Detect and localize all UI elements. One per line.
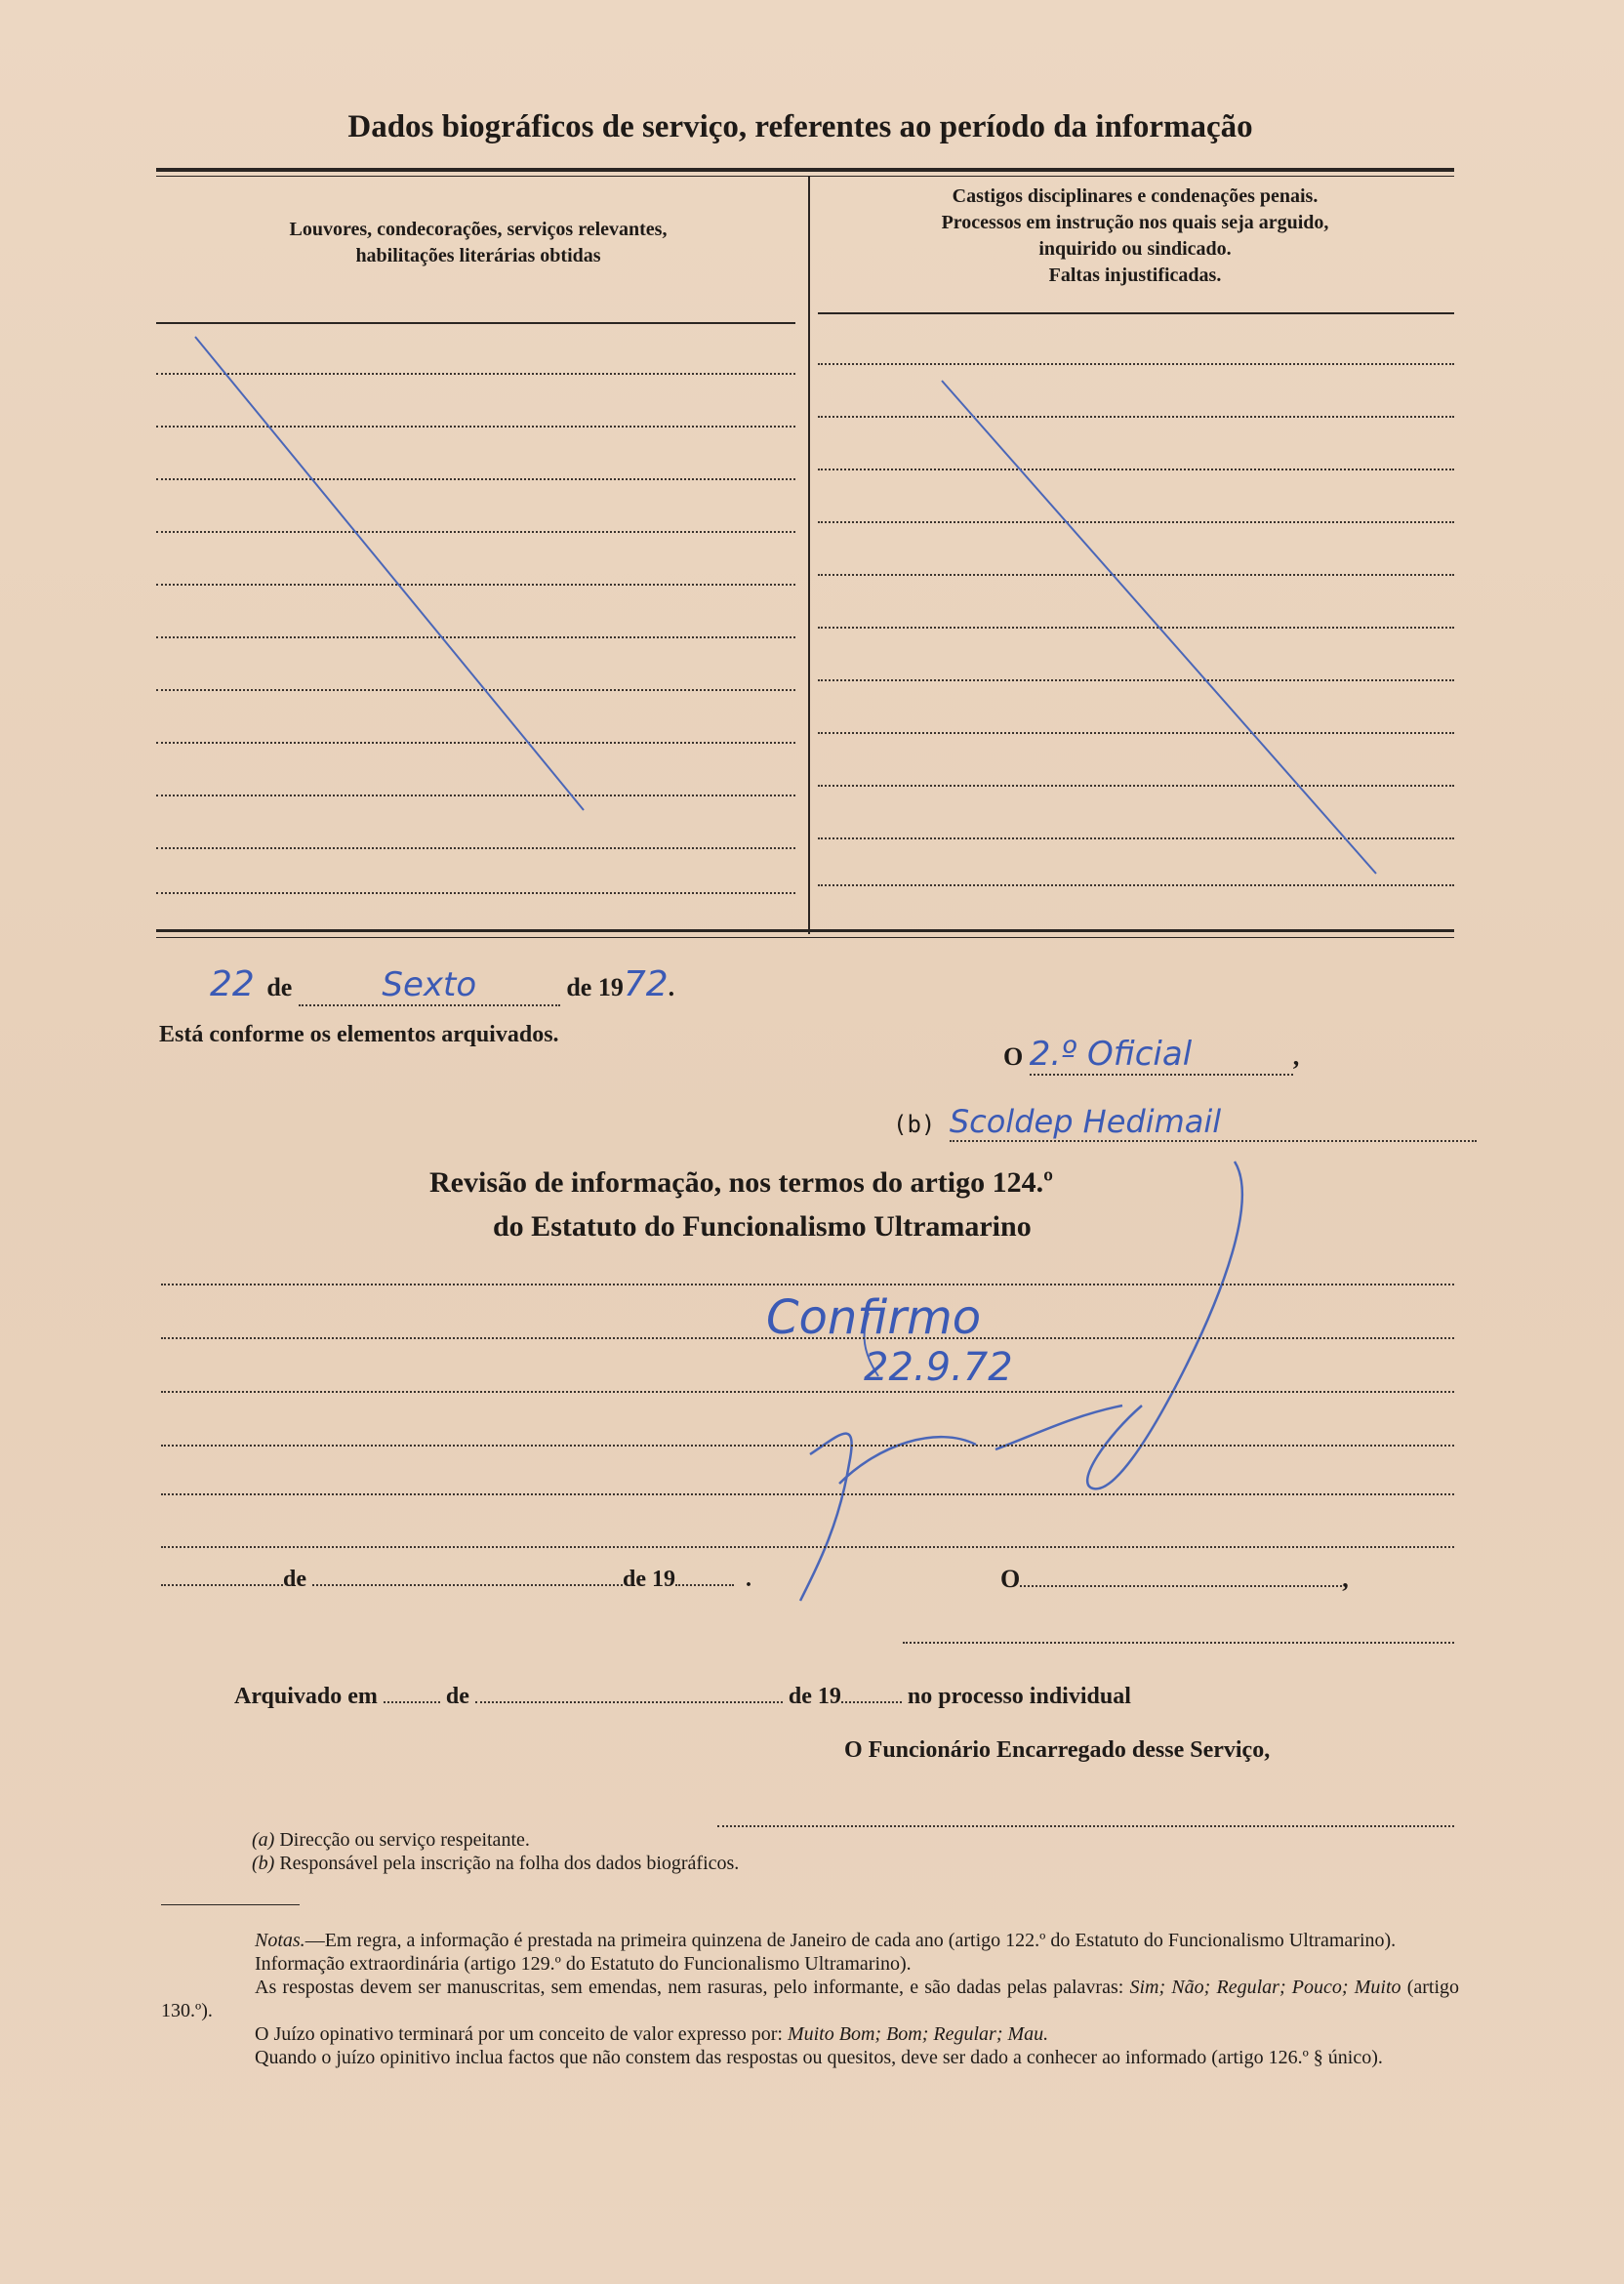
note-1-text: —Em regra, a informação é prestada na primeira quinzena de Janeiro de cada ano (artigo 122.º do Estatuto do Funcionalismo Ultramarino). bbox=[304, 1930, 1397, 1951]
footnote-b bbox=[252, 1852, 739, 1875]
note-2: Informação extraordinária (artigo 129.º do Estatuto do Funcionalismo Ultramarino). bbox=[255, 1953, 912, 1975]
funcionario-encarregado: O Funcionário Encarregado desse Serviço, bbox=[844, 1737, 1271, 1763]
revisao-line-1: Revisão de informação, nos termos do artigo 124.º bbox=[429, 1166, 1053, 1199]
date-period: . bbox=[668, 973, 675, 1001]
note-1 bbox=[161, 1929, 1459, 1952]
official-title: 2.º Oficial bbox=[1030, 1035, 1293, 1076]
official-title-line bbox=[1003, 1035, 1299, 1076]
official-comma: , bbox=[1292, 1042, 1300, 1071]
second-date-line bbox=[161, 1567, 751, 1593]
second-official-prefix: O bbox=[1000, 1565, 1021, 1593]
left-header-line-1: Louvores, condecorações, serviços relevantes, bbox=[289, 219, 668, 240]
notes-label: Notas. bbox=[255, 1930, 305, 1951]
note-3-words: Sim; Não; Regular; Pouco; Muito bbox=[1129, 1977, 1401, 1998]
second-signature-blank bbox=[903, 1642, 1454, 1644]
second-date-de-1: de bbox=[283, 1567, 306, 1592]
left-crossout-stroke bbox=[195, 337, 584, 810]
second-official-comma: , bbox=[1342, 1565, 1349, 1593]
footnote-a-text: Direcção ou serviço respeitante. bbox=[279, 1829, 530, 1851]
arquivado-de-1: de bbox=[445, 1684, 469, 1709]
review-blank-row bbox=[161, 1546, 1454, 1548]
date-day: 22 bbox=[210, 964, 255, 1004]
note-4-words: Muito Bom; Bom; Regular; Mau. bbox=[787, 2023, 1049, 2045]
second-date-day-blank bbox=[161, 1584, 283, 1586]
review-blank-row bbox=[161, 1445, 1454, 1447]
right-crossout-stroke bbox=[942, 381, 1376, 874]
revisao-line-2: do Estatuto do Funcionalismo Ultramarino bbox=[493, 1210, 1032, 1243]
notes-block bbox=[161, 1929, 1459, 2069]
arquivado-prefix: Arquivado em bbox=[234, 1684, 378, 1709]
date-line bbox=[210, 964, 756, 1006]
note-5: Quando o juízo opinitivo inclua factos que não constem das respostas ou quesitos, deve ser dado a conhecer ao informado (artigo 126.º § único). bbox=[255, 2047, 1383, 2068]
funcionario-signature-blank bbox=[717, 1825, 1454, 1827]
left-header-line-2: habilitações literárias obtidas bbox=[355, 245, 601, 266]
arquivado-day-blank bbox=[384, 1701, 440, 1703]
review-blank-row bbox=[161, 1391, 1454, 1393]
review-date: 22.9.72 bbox=[864, 1345, 1013, 1390]
second-date-year-blank bbox=[675, 1584, 734, 1586]
arquivado-line bbox=[234, 1684, 1131, 1710]
signature-line bbox=[893, 1103, 1477, 1142]
second-date-de-2: de 19 bbox=[623, 1567, 675, 1592]
date-de-1: de bbox=[266, 973, 293, 1001]
approval-signature-stroke bbox=[1087, 1162, 1242, 1489]
right-header-line-1: Castigos disciplinares e condenações penais. bbox=[952, 185, 1319, 207]
right-header-line-2: Processos em instrução nos quais seja arguido, bbox=[941, 212, 1329, 233]
footnote-a bbox=[252, 1828, 530, 1852]
footnote-b-text: Responsável pela inscrição na folha dos dados biográficos. bbox=[279, 1853, 740, 1874]
date-year-suffix: 72 bbox=[623, 964, 669, 1004]
conforme-statement: Está conforme os elementos arquivados. bbox=[159, 1022, 559, 1047]
arquivado-de-2: de 19 bbox=[788, 1684, 841, 1709]
second-date-period: . bbox=[746, 1567, 751, 1592]
right-header-line-3: inquirido ou sindicado. bbox=[1038, 238, 1232, 260]
review-confirmation: Confirmo bbox=[766, 1290, 982, 1345]
note-3 bbox=[161, 1976, 1459, 2022]
review-blank-row bbox=[161, 1493, 1454, 1495]
date-month: Sexto bbox=[299, 965, 560, 1006]
footnote-b-label: (b) bbox=[252, 1853, 275, 1874]
arquivado-year-blank bbox=[841, 1701, 902, 1703]
note-4-text: O Juízo opinativo terminará por um conceito de valor expresso por: bbox=[255, 2023, 783, 2045]
signature-b-label: (b) bbox=[893, 1111, 936, 1138]
second-date-month-blank bbox=[312, 1584, 623, 1586]
footnote-a-label: (a) bbox=[252, 1829, 275, 1851]
date-de-2: de 19 bbox=[566, 973, 624, 1001]
right-header-line-4: Faltas injustificadas. bbox=[1048, 265, 1222, 286]
signature: Scoldep Hedimail bbox=[950, 1103, 1477, 1142]
second-official-blank bbox=[1020, 1585, 1342, 1587]
note-4 bbox=[161, 2022, 1459, 2046]
note-3-text-b: (artigo 130.º). bbox=[161, 1977, 1460, 2021]
page-title: Dados biográficos de serviço, referentes ao período da informação bbox=[347, 109, 1253, 144]
notes-separator bbox=[161, 1904, 300, 1905]
arquivado-month-blank bbox=[475, 1701, 783, 1703]
official-prefix: O bbox=[1003, 1042, 1024, 1071]
note-3-text-a: As respostas devem ser manuscritas, sem emendas, nem rasuras, pelo informante, e são dadas pelas palavras: bbox=[255, 1977, 1124, 1998]
second-official-line bbox=[1000, 1565, 1349, 1594]
review-blank-row bbox=[161, 1284, 1454, 1285]
arquivado-suffix: no processo individual bbox=[907, 1684, 1131, 1709]
